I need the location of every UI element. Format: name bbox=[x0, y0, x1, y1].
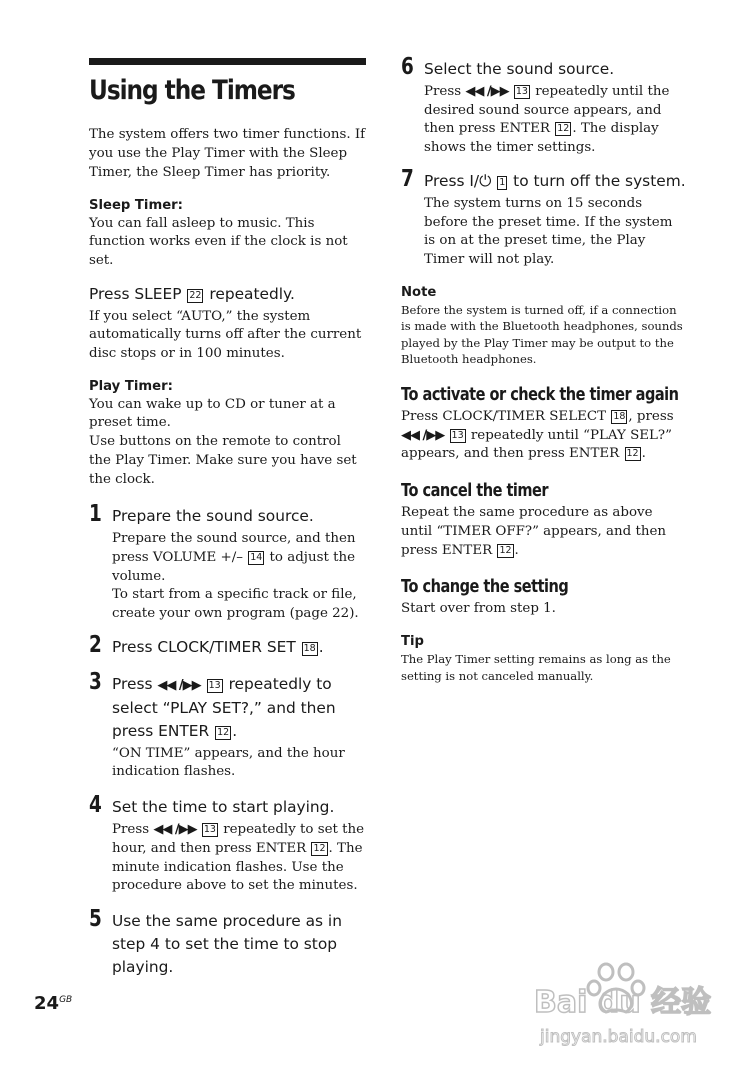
page-suffix: GB bbox=[59, 995, 73, 1005]
step-instruction: Prepare the sound source. bbox=[112, 507, 314, 526]
step-3 bbox=[89, 668, 366, 782]
sleep-timer-desc: You can fall asleep to music. This function works even if the clock is not set. bbox=[89, 215, 348, 268]
baidu-watermark bbox=[534, 962, 734, 1052]
key-13-box: 13 bbox=[451, 429, 464, 441]
sleep-instruction: Press SLEEP 22 repeatedly. bbox=[89, 284, 295, 303]
key-1-box: 1 bbox=[499, 176, 506, 188]
skip-prev-next-icon: ◀◀ /▶▶ bbox=[401, 427, 445, 443]
right-column bbox=[401, 54, 686, 684]
step-detail: Press ◀◀ /▶▶ 13 repeatedly until the desired sound source appears, and then press ENTER 12 . The display shows the timer settings. bbox=[424, 84, 670, 156]
key-13-box: 13 bbox=[515, 86, 528, 97]
key-12-box: 12 bbox=[626, 448, 639, 460]
baidu-paw-icon bbox=[534, 962, 734, 1052]
step-detail: To start from a specific track or file, create your own program (page 22). bbox=[112, 587, 359, 622]
cancel-heading: To cancel the timer bbox=[401, 481, 549, 502]
step-number: 7 bbox=[401, 165, 414, 192]
watermark-brand: Bai du 经验 bbox=[534, 985, 712, 1020]
step-instruction: Use the same procedure as in step 4 to set the time to stop playing. bbox=[112, 911, 342, 976]
step-number: 3 bbox=[89, 668, 102, 695]
step-instruction: Set the time to start playing. bbox=[112, 798, 335, 817]
play-timer-desc-2: Use buttons on the remote to control the Play Timer. Make sure you have set the clock. bbox=[89, 434, 357, 487]
key-12-box: 12 bbox=[313, 842, 326, 854]
key-18-box: 18 bbox=[303, 642, 316, 654]
intro-text: The system offers two timer functions. If you use the Play Timer with the Sleep Timer, the Sleep Timer has priority. bbox=[89, 127, 366, 180]
sleep-detail: If you select “AUTO,” the system automatically turns off after the current disc stops or in 100 minutes. bbox=[89, 308, 362, 362]
watermark-url: jingyan.baidu.com bbox=[540, 1027, 697, 1047]
skip-prev-next-icon: ◀◀ /▶▶ bbox=[157, 677, 201, 693]
sleep-timer-label: Sleep Timer: bbox=[89, 197, 183, 213]
tip-text: The Play Timer setting remains as long as the setting is not canceled manually. bbox=[401, 651, 671, 683]
skip-prev-next-icon: ◀◀ /▶▶ bbox=[465, 84, 509, 99]
step-4 bbox=[89, 792, 366, 896]
key-14-box: 14 bbox=[250, 551, 263, 563]
step-number: 6 bbox=[401, 54, 414, 80]
step-detail: Prepare the sound source, and then press VOLUME +/– 14 to adjust the volume. bbox=[112, 531, 356, 584]
activate-heading: To activate or check the timer again bbox=[401, 385, 679, 405]
change-heading: To change the setting bbox=[401, 577, 569, 598]
step-number: 2 bbox=[89, 631, 102, 658]
change-text: Start over from step 1. bbox=[401, 601, 556, 617]
activate-text: Press CLOCK/TIMER SELECT 18 , press ◀◀ /▶▶ 13 repeatedly until “PLAY SEL?” appears, and then press ENTER 12 . bbox=[401, 409, 674, 462]
step-number: 1 bbox=[89, 501, 102, 528]
step-5 bbox=[89, 905, 366, 979]
play-timer-desc-1: You can wake up to CD or tuner at a preset time. bbox=[89, 396, 336, 431]
key-13-box: 13 bbox=[203, 824, 216, 836]
step-instruction: Press I/⏻ 1 to turn off the system. bbox=[424, 171, 686, 190]
key-12-box: 12 bbox=[499, 544, 512, 556]
step-detail: Press ◀◀ /▶▶ 13 repeatedly to set the hour, and then press ENTER 12 . The minute indication flashes. Use the procedure above to set the minutes. bbox=[112, 822, 365, 894]
key-18-box: 18 bbox=[613, 411, 626, 422]
step-7 bbox=[401, 165, 686, 270]
title-rule bbox=[89, 58, 366, 65]
key-12-box: 12 bbox=[217, 726, 230, 738]
key-12-box: 12 bbox=[557, 123, 570, 135]
skip-prev-next-icon: ◀◀ /▶▶ bbox=[153, 822, 197, 838]
step-number: 4 bbox=[89, 792, 102, 819]
key-22-box: 22 bbox=[189, 289, 202, 301]
step-1 bbox=[89, 501, 366, 624]
tip-label: Tip bbox=[401, 633, 424, 649]
step-detail: “ON TIME” appears, and the hour indication flashes. bbox=[112, 745, 345, 780]
play-timer-label: Play Timer: bbox=[89, 378, 173, 394]
note-label: Note bbox=[401, 284, 437, 300]
step-instruction: Select the sound source. bbox=[424, 60, 615, 78]
step-instruction: Press ◀◀ /▶▶ 13 repeatedly to select “PLAY SET?,” and then press ENTER 12 . bbox=[112, 674, 336, 740]
step-detail: The system turns on 15 seconds before the preset time. If the system is on at the preset time, the Play Timer will not play. bbox=[424, 195, 673, 267]
note-text: Before the system is turned off, if a connection is made with the Bluetooth headphones, sounds played by the Play Timer may be output to the Bluetooth headphones. bbox=[401, 302, 683, 367]
step-6 bbox=[401, 54, 686, 158]
power-icon: ⏻ bbox=[479, 171, 492, 190]
cancel-text: Repeat the same procedure as above until “TIMER OFF?” appears, and then press ENTER 12 . bbox=[401, 505, 666, 558]
step-instruction: Press CLOCK/TIMER SET 18 . bbox=[112, 637, 324, 656]
key-13-box: 13 bbox=[208, 679, 221, 691]
page-title: Using the Timers bbox=[89, 75, 295, 106]
step-2 bbox=[89, 631, 366, 659]
left-column bbox=[89, 58, 366, 981]
page-number: $24^{GB}$ bbox=[34, 993, 73, 1014]
step-number: 5 bbox=[89, 905, 102, 932]
